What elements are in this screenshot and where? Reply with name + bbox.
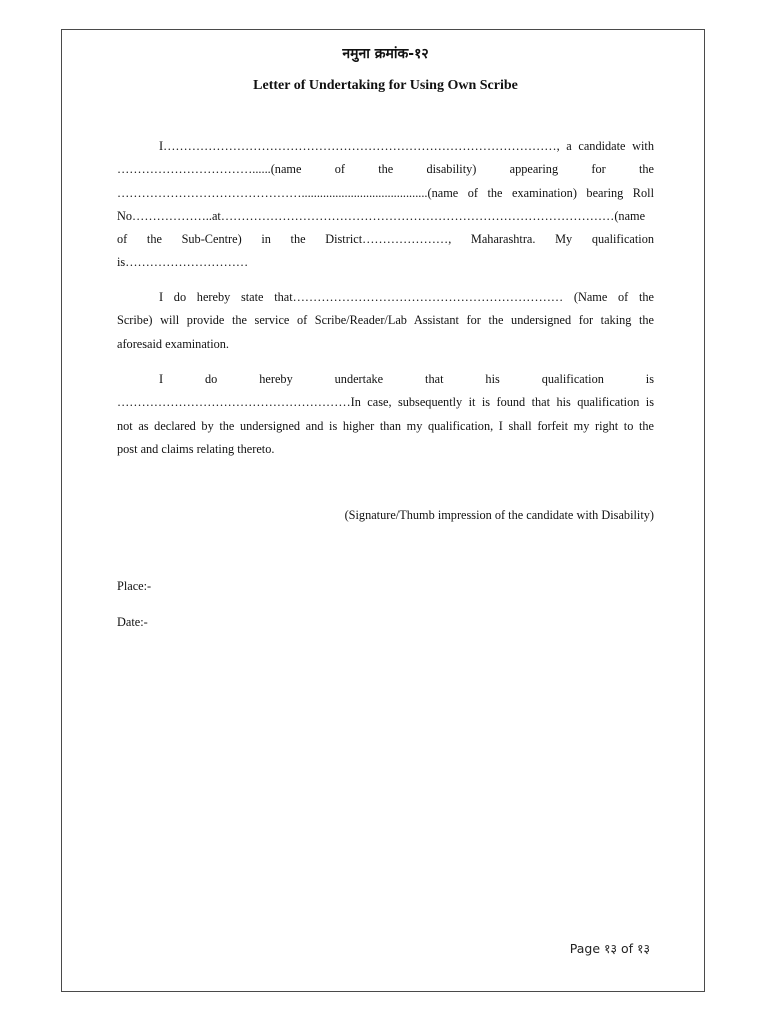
paragraph-line: ……………………………......(name of the disability) appearing for the: [117, 162, 654, 177]
form-number: नमुना क्रमांक-१२: [342, 46, 429, 62]
paragraph-line: not as declared by the undersigned and is higher than my qualification, I shall forfeit my right to the: [117, 418, 654, 433]
signature-label: (Signature/Thumb impression of the candidate with Disability): [344, 508, 654, 522]
document-page: [61, 29, 705, 992]
paragraph-line: post and claims relating thereto.: [117, 441, 275, 456]
paragraph-scribe-statement: [117, 286, 654, 356]
date-label: Date:-: [117, 615, 148, 629]
paragraph-line: …………………………………………………In case, subsequently it is found that his qualification is: [117, 395, 654, 410]
paragraph-line: ……………………………………….........................................(name of the examination) bearing Roll: [117, 185, 654, 200]
paragraph-line: Scribe) will provide the service of Scribe/Reader/Lab Assistant for the undersigned for taking the: [117, 313, 654, 328]
paragraph-line: I do hereby state that………………………………………………………… (Name of the: [159, 290, 654, 304]
paragraph-qualification-undertaking: [117, 368, 654, 461]
document-title: Letter of Undertaking for Using Own Scribe: [253, 78, 518, 93]
paragraph-line: aforesaid examination.: [117, 336, 229, 351]
page-number-footer: Page १३ of १३: [569, 941, 650, 956]
paragraph-line: No………………..at……………………………………………………………………………………(name: [117, 208, 646, 223]
place-label: Place:-: [117, 579, 152, 593]
paragraph-line: is…………………………: [117, 255, 249, 270]
paragraph-candidate-details: [117, 135, 654, 275]
paragraph-line: I do hereby undertake that his qualification is: [159, 372, 654, 386]
paragraph-line: of the Sub-Centre) in the District…………………, Maharashtra. My qualification: [117, 232, 654, 247]
paragraph-line: I……………………………………………………………………………………, a candidate with: [159, 139, 654, 153]
